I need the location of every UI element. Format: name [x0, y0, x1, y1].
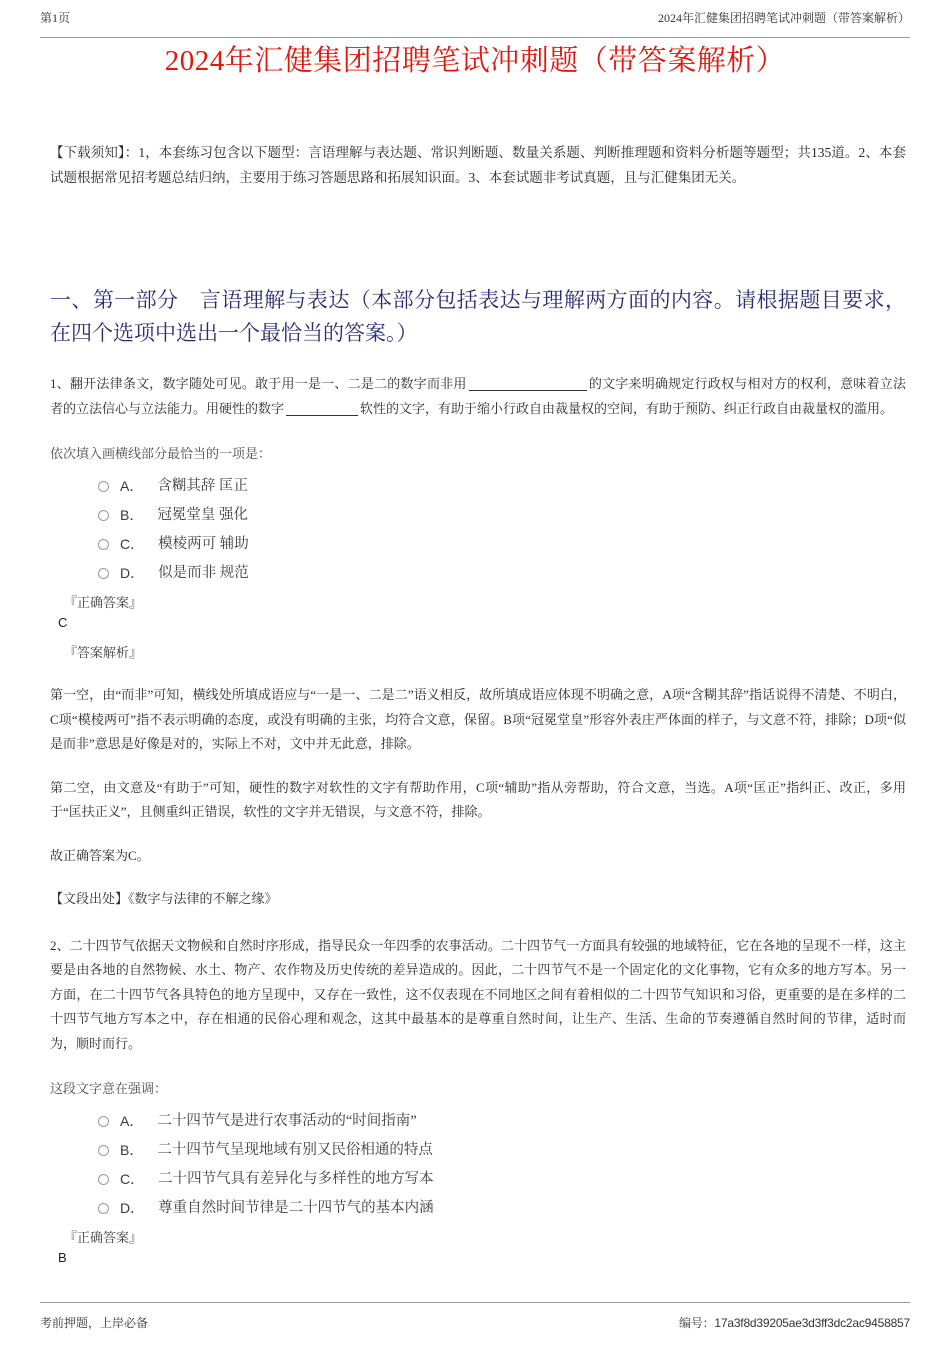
question-1-stem-part3: 软性的文字，有助于缩小行政自由裁量权的空间，有助于预防、纠正行政自由裁量权的滥用。 [360, 400, 894, 416]
option-letter: A． [120, 1113, 144, 1129]
question-1-option-a[interactable] [50, 477, 906, 495]
question-1-stem [50, 372, 906, 421]
question-2-option-c[interactable] [50, 1170, 906, 1188]
question-1-answer-value: C [58, 615, 68, 630]
question-2-options [50, 1112, 906, 1217]
option-text: 二十四节气呈现地域有别又民俗相通的特点 [157, 1142, 433, 1158]
option-letter: D． [120, 1200, 145, 1216]
option-text: 二十四节气具有差异化与多样性的地方写本 [158, 1171, 434, 1187]
radio-icon[interactable] [98, 568, 109, 579]
option-letter: B． [120, 507, 144, 523]
question-2-answer-value: B [58, 1250, 67, 1265]
footer-slogan: 考前押题，上岸必备 [40, 1316, 149, 1330]
section-heading: 一、第一部分 言语理解与表达（本部分包括表达与理解两方面的内容。请根据题目要求，在四个选项中选出一个最恰当的答案。） [50, 288, 906, 345]
question-2-answer-label: 『正确答案』 [64, 1230, 143, 1245]
radio-icon[interactable] [98, 481, 109, 492]
page-title: 2024年汇健集团招聘笔试冲刺题（带答案解析） [164, 45, 786, 77]
question-2-number: 2、 [50, 937, 70, 953]
radio-icon[interactable] [98, 1174, 109, 1185]
question-1-prompt: 依次填入画横线部分最恰当的一项是： [50, 446, 272, 461]
question-1-option-b[interactable] [50, 506, 906, 524]
question-2-option-d[interactable] [50, 1199, 906, 1217]
question-1-option-c[interactable] [50, 535, 906, 553]
header-document-title: 2024年汇健集团招聘笔试冲刺题（带答案解析） [657, 11, 910, 25]
option-text: 尊重自然时间节律是二十四节气的基本内涵 [158, 1200, 434, 1216]
option-text: 二十四节气是进行农事活动的“时间指南” [157, 1113, 417, 1129]
option-letter: B． [120, 1142, 144, 1158]
question-1-blank-2 [286, 415, 358, 416]
question-2-option-a[interactable] [50, 1112, 906, 1130]
question-2-option-b[interactable] [50, 1141, 906, 1159]
option-text: 冠冕堂皇 强化 [157, 507, 248, 523]
option-text: 含糊其辞 匡正 [157, 478, 248, 494]
question-1-analysis-label: 『答案解析』 [64, 645, 143, 660]
option-text: 似是而非 规范 [158, 565, 249, 581]
document-body [50, 140, 906, 1268]
question-2-prompt: 这段文字意在强调： [50, 1081, 168, 1096]
page-header [40, 11, 910, 38]
radio-icon[interactable] [98, 1145, 109, 1156]
question-1-blank-1 [469, 390, 587, 391]
page-footer [40, 1302, 910, 1331]
question-1-analysis-conclusion: 故正确答案为C。 [50, 847, 150, 863]
question-1-stem-part2: 的文字来明确规定行政权与相对方的权利，意味着立法者的立法信心与立法能力。用硬性的数字 [50, 376, 906, 416]
footer-document-id: 编号：17a3f8d39205ae3d3ff3dc2ac9458857 [679, 1316, 910, 1330]
question-1-options [50, 477, 906, 582]
radio-icon[interactable] [98, 539, 109, 550]
radio-icon[interactable] [98, 1116, 109, 1127]
option-letter: C． [120, 536, 145, 552]
option-text: 模棱两可 辅助 [158, 536, 249, 552]
page-number-label: 第1页 [40, 11, 71, 25]
radio-icon[interactable] [98, 510, 109, 521]
download-notice: 【下载须知】：1，本套练习包含以下题型：言语理解与表达题、常识判断题、数量关系题、判断推理题和资料分析题等题型；共135道。2、本套试题根据常见招考题总结归纳，主要用于练习答题思路和拓展知识面。3、本套试题非考试真题，且与汇健集团无关。 [50, 145, 906, 185]
question-1-source: 【文段出处】《数字与法律的不解之缘》 [50, 891, 278, 906]
question-1-analysis-para-2: 第二空，由文意及“有助于”可知，硬性的数字对软性的文字有帮助作用，C项“辅助”指从旁帮助，符合文意，当选。A项“匡正”指纠正、改正，多用于“匡扶正义”，且侧重纠正错误，软性的文字并无错误，与文意不符，排除。 [50, 779, 906, 819]
option-letter: C． [120, 1171, 145, 1187]
question-1-number: 1、 [50, 376, 70, 391]
question-1-answer-label: 『正确答案』 [64, 595, 143, 610]
question-2-stem-text: 二十四节气依据天文物候和自然时序形成，指导民众一年四季的农事活动。二十四节气一方面具有较强的地域特征，它在各地的呈现不一样，这主要是由各地的自然物候、水土、物产、农作物及历史传统的差异造成的。因此，二十四节气不是一个固定化的文化事物，它有众多的地方写本。另一方面，在二十四节气各具特色的地方呈现中，又存在一致性，这不仅表现在不同地区之间有着相似的二十四节气知识和习俗，更重要的是在多样的二十四节气地方写本之中，存在相通的民俗心理和观念，这其中最基本的是尊重自然时间，让生产、生活、生命的节奏遵循自然时间的节律，适时而为，顺时而行。 [50, 937, 906, 1051]
question-1-stem-part1: 翻开法律条文，数字随处可见。敢于用一是一、二是二的数字而非用 [69, 376, 467, 391]
question-2-stem [50, 934, 906, 1057]
option-letter: A． [120, 478, 144, 494]
question-1-analysis-para-1: 第一空，由“而非”可知，横线处所填成语应与“一是一、二是二”语义相反，故所填成语应体现不明确之意，A项“含糊其辞”指话说得不清楚、不明白，C项“模棱两可”指不表示明确的态度，或没有明确的主张，均符合文意，保留。B项“冠冕堂皇”形容外表庄严体面的样子，与文意不符，排除；D项“似是而非”意思是好像是对的，实际上不对，文中并无此意，排除。 [50, 687, 906, 751]
option-letter: D． [120, 565, 145, 581]
radio-icon[interactable] [98, 1203, 109, 1214]
question-1-option-d[interactable] [50, 564, 906, 582]
